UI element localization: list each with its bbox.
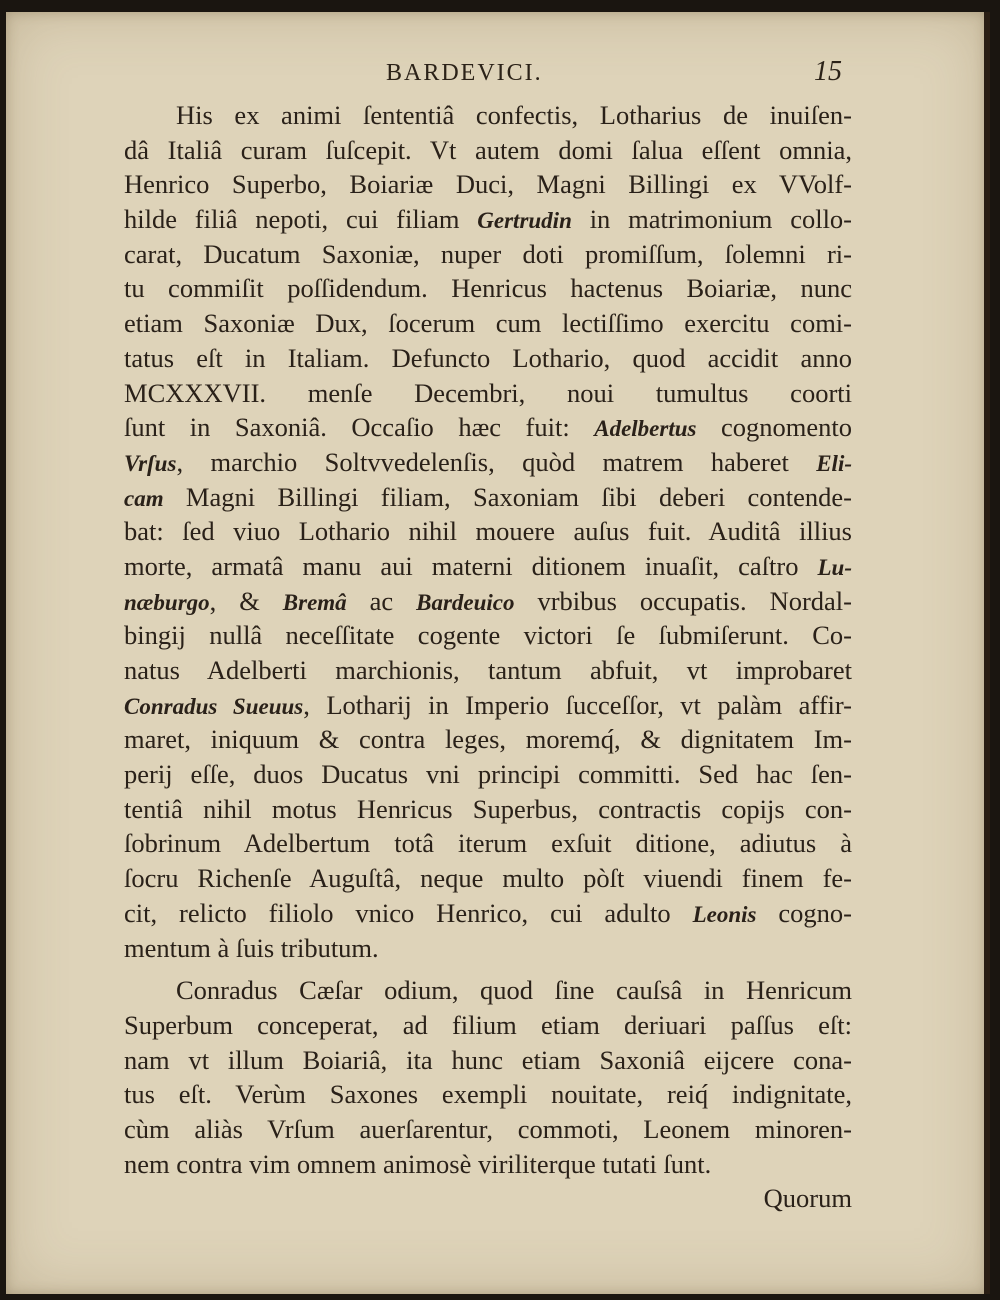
- book-page: [6, 12, 986, 1294]
- text-segment: bingij nullâ neceſſitate cogente victori ſe ſubmiſerunt. Co-: [124, 620, 852, 651]
- italic-name: Vrſus: [124, 450, 177, 476]
- text-segment: in matrimonium collo-: [571, 204, 853, 235]
- text-line: [124, 896, 852, 931]
- text-line: [124, 792, 852, 827]
- text-line: [124, 271, 852, 306]
- text-segment: cogno-: [756, 897, 852, 928]
- text-segment: vrbibus occupatis. Nordal-: [514, 585, 852, 616]
- running-head: BARDEVICI.: [386, 60, 543, 86]
- text-segment: ſunt in Saxoniâ. Occaſio hæc fuit:: [124, 412, 595, 443]
- text-segment: cùm aliàs Vrſum auerſarentur, commoti, Leonem minoren-: [124, 1113, 852, 1144]
- text-line: [124, 861, 852, 896]
- text-segment: tatus eſt in Italiam. Defuncto Lothario, quod accidit anno: [124, 342, 852, 373]
- text-segment: ac: [346, 585, 417, 616]
- text-line: [124, 480, 852, 515]
- text-segment: nem contra vim omnem animosè viriliterque tutati ſunt.: [124, 1148, 712, 1179]
- italic-name: Bardeuico: [416, 589, 515, 615]
- text-line: [124, 133, 852, 168]
- italic-name: cam: [124, 485, 164, 511]
- text-line: [124, 445, 852, 480]
- text-segment: , marchio Soltvvedelenſis, quòd matrem haberet: [176, 446, 817, 477]
- text-segment: carat, Ducatum Saxoniæ, nuper doti promiſſum, ſolemni ri-: [124, 238, 852, 269]
- italic-name: Adelbertus: [594, 416, 697, 442]
- paragraph-gap: [124, 965, 852, 973]
- text-line: [124, 1008, 852, 1043]
- text-segment: Superbum conceperat, ad filium etiam deriuari paſſus eſt:: [124, 1009, 852, 1040]
- text-line: [124, 306, 852, 341]
- text-line: [124, 1077, 852, 1112]
- text-line: [124, 584, 852, 619]
- page-number: 15: [814, 56, 842, 87]
- text-line: [124, 618, 852, 653]
- text-segment: , &: [209, 585, 283, 616]
- text-segment: morte, armatâ manu aui materni ditionem inuaſit, caſtro: [124, 550, 818, 581]
- text-segment: hilde filiâ nepoti, cui filiam: [124, 204, 478, 235]
- text-line: [124, 237, 852, 272]
- text-line: [124, 549, 852, 584]
- text-segment: bat: ſed viuo Lothario nihil mouere auſus fuit. Auditâ illius: [124, 516, 852, 547]
- text-segment: MCXXXVII. menſe Decembri, noui tumultus coorti: [124, 377, 852, 408]
- text-line: [124, 98, 852, 133]
- text-segment: perij eſſe, duos Ducatus vni principi committi. Sed hac ſen-: [124, 759, 852, 790]
- text-segment: maret, iniquum & contra leges, moremq́, & dignitatem Im-: [124, 724, 852, 755]
- text-line: [124, 688, 852, 723]
- text-segment: tentiâ nihil motus Henricus Superbus, contractis copijs con-: [124, 793, 852, 824]
- italic-name: Conradus Sueuus: [124, 693, 304, 719]
- text-line: [124, 1043, 852, 1078]
- body-text: [124, 98, 852, 1216]
- text-line: [124, 722, 852, 757]
- text-segment: tu commiſit poſſidendum. Henricus hactenus Boiariæ, nunc: [124, 273, 852, 304]
- text-segment: Magni Billingi filiam, Saxoniam ſibi deberi contende-: [163, 481, 852, 512]
- text-line: [124, 341, 852, 376]
- page-edge: [984, 12, 990, 1294]
- italic-name: Leonis: [692, 901, 757, 927]
- text-segment: cognomento: [696, 412, 852, 443]
- page-header: [6, 56, 986, 96]
- text-segment: mentum à ſuis tributum.: [124, 932, 379, 963]
- text-segment: His ex animi ſententiâ confectis, Lotharius de inuiſen-: [176, 100, 852, 130]
- italic-name: næburgo: [124, 589, 210, 615]
- italic-name: Eli-: [816, 450, 852, 476]
- text-segment: Conradus Cæſar odium, quod ſine cauſsâ in Henricum: [176, 975, 852, 1006]
- text-segment: , Lotharij in Imperio ſucceſſor, vt palàm affir-: [303, 689, 852, 720]
- italic-name: Bremâ: [282, 589, 347, 615]
- text-line: [124, 653, 852, 688]
- text-line: [124, 167, 852, 202]
- text-segment: tus eſt. Verùm Saxones exempli nouitate, reiq́ indignitate,: [124, 1079, 852, 1110]
- text-segment: cit, relicto filiolo vnico Henrico, cui adulto: [124, 897, 693, 928]
- text-line: [124, 757, 852, 792]
- text-segment: ſobrinum Adelbertum totâ iterum exſuit ditione, adiutus à: [124, 828, 852, 859]
- text-segment: natus Adelberti marchionis, tantum abfuit, vt improbaret: [124, 655, 852, 685]
- text-line: [124, 1147, 852, 1182]
- catchword: Quorum: [763, 1183, 852, 1214]
- text-line: [124, 514, 852, 549]
- text-segment: nam vt illum Boiariâ, ita hunc etiam Saxoniâ eijcere cona-: [124, 1044, 852, 1075]
- text-segment: ſocru Richenſe Auguſtâ, neque multo pòſt viuendi finem fe-: [124, 863, 852, 894]
- text-line: [124, 410, 852, 445]
- text-line: [124, 973, 852, 1008]
- text-line: [124, 376, 852, 411]
- text-line: [124, 826, 852, 861]
- text-segment: dâ Italiâ curam ſuſcepit. Vt autem domi ſalua eſſent omnia,: [124, 134, 852, 165]
- text-segment: etiam Saxoniæ Dux, ſocerum cum lectiſſimo exercitu comi-: [124, 308, 852, 339]
- text-line: [124, 1112, 852, 1147]
- italic-name: Lu-: [817, 554, 852, 580]
- text-segment: Henrico Superbo, Boiariæ Duci, Magni Billingi ex VVolf-: [124, 169, 852, 200]
- italic-name: Gertrudin: [477, 208, 572, 234]
- text-line: [124, 931, 852, 966]
- text-line: [124, 202, 852, 237]
